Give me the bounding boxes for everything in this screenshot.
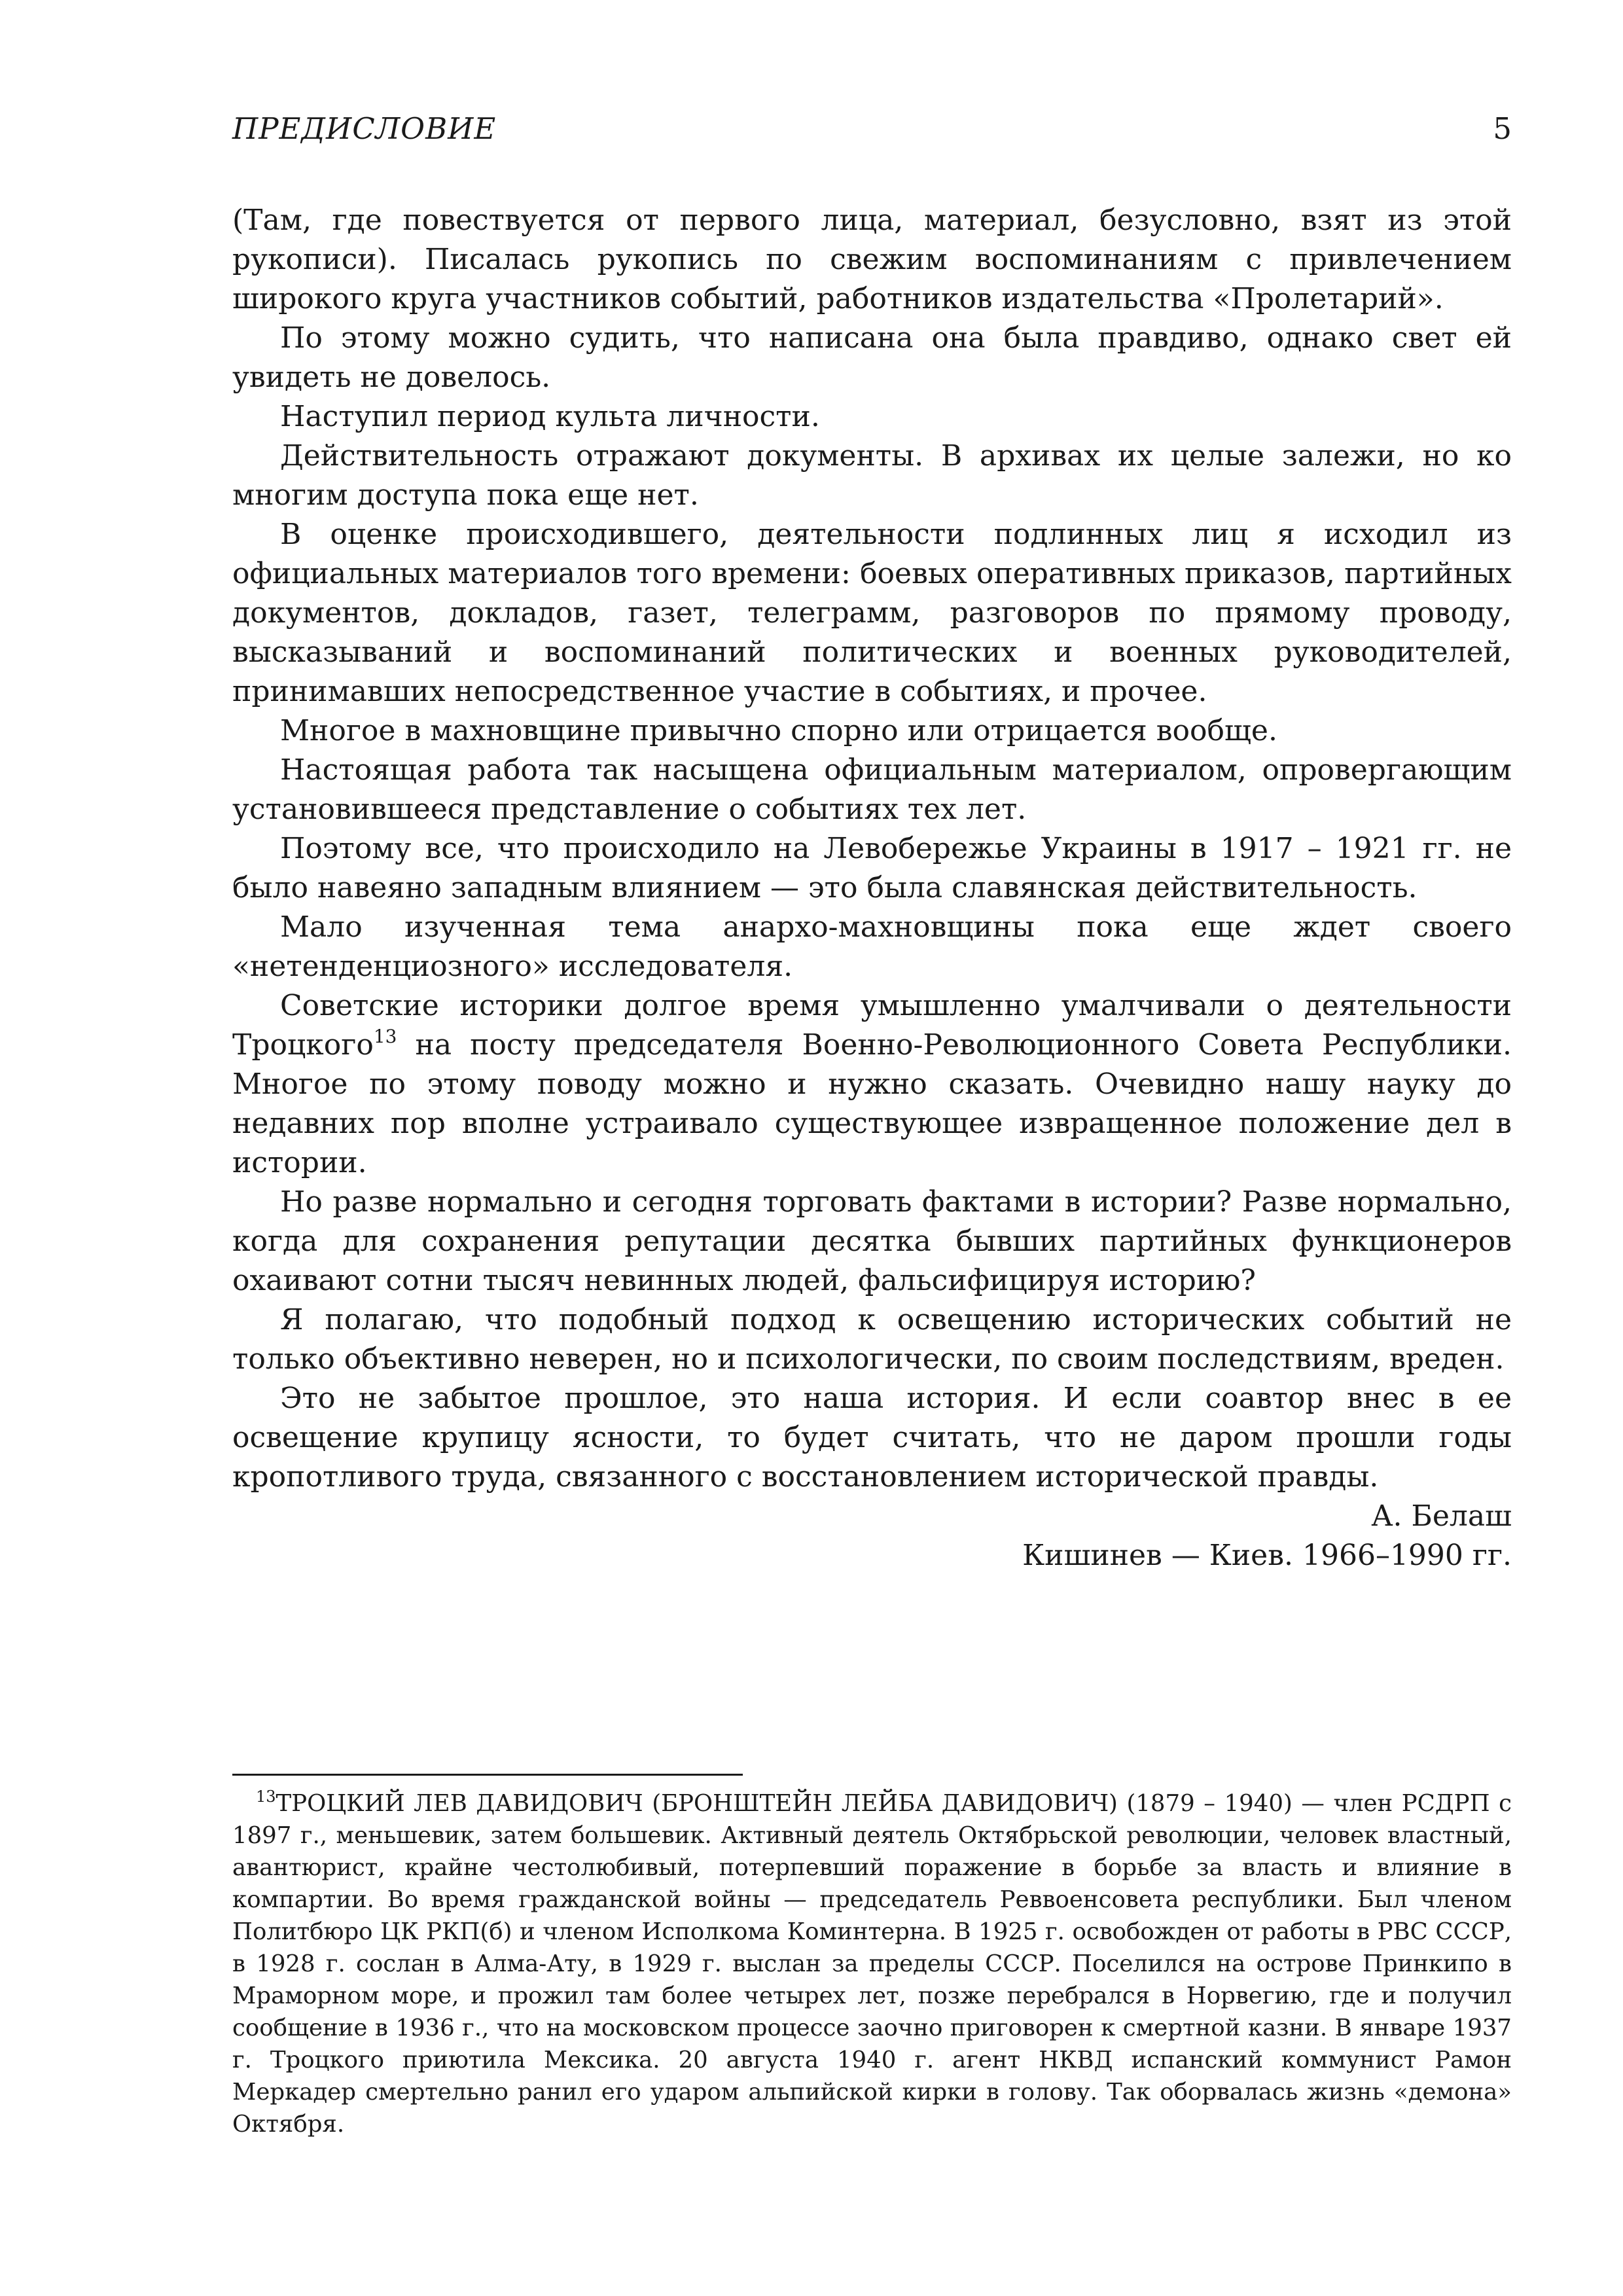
paragraph: В оценке происходившего, деятельности подлинных лиц я исходил из официальных материалов того времени: боевых оперативных приказов, партийных документов, докладов, газет, телеграмм, разговоров по прямому проводу, высказываний и воспоминаний политических и военных руководителей, принимавших непосредственное участие в событиях, и прочее. xyxy=(232,518,1512,708)
paragraph-trotsky xyxy=(232,986,1512,1183)
footnote-text: ТРОЦКИЙ ЛЕВ ДАВИДОВИЧ (БРОНШТЕЙН ЛЕЙБА ДАВИДОВИЧ) (1879 – 1940) — член РСДРП с 1897 г., меньшевик, затем большевик. Активный деятель Октябрьской революции, человек властный, авантюрист, крайне честолюбивый, потерпевший поражение в борьбе за власть и влияние в компартии. Во время гражданской войны — председатель Реввоенсовета республики. Был членом Политбюро ЦК РКП(б) и членом Исполкома Коминтерна. В 1925 г. освобожден от работы в РВС СССР, в 1928 г. сослан в Алма-Ату, в 1929 г. выслан за пределы СССР. Поселился на острове Принкипо в Мраморном море, и прожил там более четырех лет, позже перебрался в Норвегию, где и получил сообщение в 1936 г., что на московском процессе заочно приговорен к смертной казни. В январе 1937 г. Троцкого приютила Мексика. 20 августа 1940 г. агент НКВД испанский коммунист Рамон Меркадер смертельно ранил его ударом альпийской кирки в голову. Так оборвалась жизнь «демона» Октября. xyxy=(232,1790,1512,2138)
signature-place-date: Кишинев — Киев. 1966–1990 гг. xyxy=(1022,1539,1512,1572)
paragraph-text: на посту председателя Военно-Революционного Совета Республики. Многое по этому поводу можно и нужно сказать. Очевидно нашу науку до недавних пор вполне устраивало существующее извращенное положение дел в истории. xyxy=(232,1028,1512,1179)
paragraph: По этому можно судить, что написана она была правдиво, однако свет ей увидеть не довелось. xyxy=(232,321,1512,394)
running-title: ПРЕДИСЛОВИЕ xyxy=(232,111,497,146)
paragraph: Действительность отражают документы. В архивах их целые залежи, но ко многим доступа пока еще нет. xyxy=(232,439,1512,512)
footnote-reference[interactable]: 13 xyxy=(373,1026,397,1047)
paragraph: Это не забытое прошлое, это наша история. И если соавтор внес в ее освещение крупицу ясности, то будет считать, что не даром прошли годы кропотливого труда, связанного с восстановлением исторической правды. xyxy=(232,1382,1512,1494)
footnote-number: 13 xyxy=(256,1787,276,1806)
paragraph: Но разве нормально и сегодня торговать фактами в истории? Разве нормально, когда для сохранения репутации десятка бывших партийных функционеров охаивают сотни тысяч невинных людей, фальсифицируя историю? xyxy=(232,1185,1512,1297)
book-page xyxy=(232,98,1512,1575)
paragraph: Мало изученная тема анархо-махновщины пока еще ждет своего «нетенденциозного» исследователя. xyxy=(232,910,1512,983)
paragraph: Я полагаю, что подобный подход к освещению исторических событий не только объективно неверен, но и психологически, по своим последствиям, вреден. xyxy=(232,1303,1512,1376)
page-number: 5 xyxy=(1493,111,1512,146)
paragraph: Поэтому все, что происходило на Левобережье Украины в 1917 – 1921 гг. не было навеяно западным влиянием — это была славянская действительность. xyxy=(232,832,1512,905)
paragraph: Настоящая работа так насыщена официальным материалом, опровергающим установившееся представление о событиях тех лет. xyxy=(232,753,1512,826)
footnote xyxy=(232,1787,1512,2140)
main-text xyxy=(232,201,1512,1575)
footnote-rule xyxy=(232,1774,743,1776)
paragraph-text: Советские историки долгое время умышленно умалчивали о деятельности Троцкого xyxy=(232,989,1512,1062)
paragraph: (Там, где повествуется от первого лица, материал, безусловно, взят из этой рукописи). Писалась рукопись по свежим воспоминаниям с привлечением широкого круга участников событий, работников издательства «Пролетарий». xyxy=(232,204,1512,315)
footnote-area xyxy=(232,1774,1512,2140)
paragraph: Наступил период культа личности. xyxy=(280,400,820,433)
running-head xyxy=(232,98,1512,151)
paragraph: Многое в махновщине привычно спорно или отрицается вообще. xyxy=(280,714,1277,747)
signature-author: А. Белаш xyxy=(1371,1499,1512,1533)
